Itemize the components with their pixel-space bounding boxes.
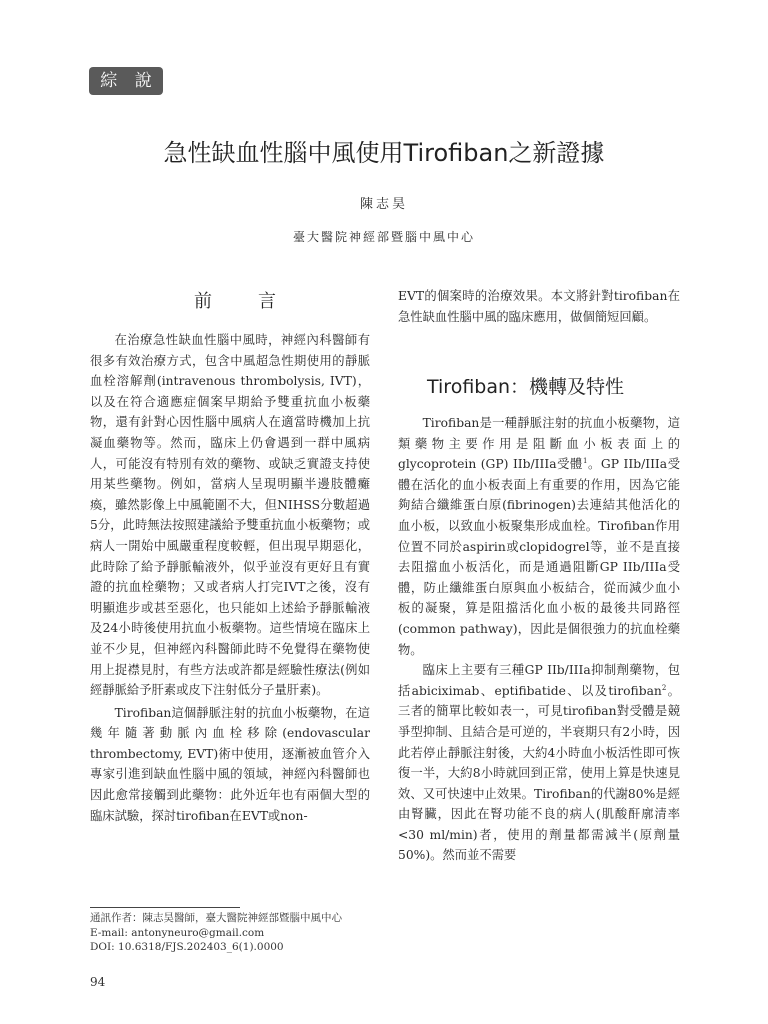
body-paragraph: 臨床上主要有三種GP IIb/IIIa抑制劑藥物，包括abiciximab、eptifibatide、以及tirofiban$^2$。三者的簡單比較如表一，可見tirofiban對受體是競爭型抑制、且結合是可逆的，半衰期只有2小時，因此若停止靜脈注射後，大約4小時血小板活性即可恢復一半，大約8小時就回到正常，使用上算是快速見效、又可快速中止效果。Tirofiban的代謝80%是經由腎臟，因此在腎功能不良的病人(肌酸酐廓清率<30 ml/min)者，使用的劑量都需減半(原劑量50%)。然而並不需要 [398,663,680,863]
body-paragraph: 在治療急性缺血性腦中風時，神經內科醫師有很多有效治療方式，包含中風超急性期使用的靜脈血栓溶解劑(intravenous thrombolysis, IVT)，以及在符合適應症個案早期給予雙重抗血小板藥物，還有針對心因性腦中風病人在適當時機加上抗凝血藥物等。然而，臨床上仍會遇到一群中風病人，可能沒有特別有效的藥物、或缺乏實證支持使用某些藥物。例如，當病人呈現明顯半邊肢體癱瘓，雖然影像上中風範圍不大，但NIHSS分數超過5分，此時無法按照建議給予雙重抗血小板藥物；或病人一開始中風嚴重程度較輕，但出現早期惡化，此時除了給予靜脈輸液外，似乎並沒有更好且有實證的抗血栓藥物；又或者病人打完IVT之後，沒有明顯進步或甚至惡化，也只能如上述給予靜脈輸液及24小時後使用抗血小板藥物。這些情境在臨床上並不少見，但神經內科醫師此時不免覺得在藥物使用上捉襟見肘，有些方法或許都是經驗性療法(例如經靜脈給予肝素或皮下注射低分子量肝素)。 [90,333,370,698]
footnote-divider [90,907,240,908]
article-title: 急性缺血性腦中風使用Tirofiban之新證據 [163,139,605,167]
citation-superscript: 2 [661,683,667,692]
section-heading-mechanism: Tirofiban：機轉及特性 [427,376,625,398]
author-affiliation: 臺大醫院神經部暨腦中風中心 [292,230,475,244]
author-name: 陳志昊 [359,197,408,212]
body-paragraph: Tirofiban是一種靜脈注射的抗血小板藥物，這類藥物主要作用是阻斷血小板表面上的glycoprotein (GP) IIb/IIIa受體$^1$。GP IIb/IIIa受體在活化的血小板表面上有重要的作用，因為它能夠結合纖維蛋白原(fibrinogen)去連結其他活化的血小板，以致血小板聚集形成血栓。Tirofiban作用位置不同於aspirin或clopidogrel等，並不是直接去阻擋血小板活化，而是通過阻斷GP IIb/IIIa受體，防止纖維蛋白原與血小板結合，從而減少血小板的凝聚，算是阻擋活化血小板的最後共同路徑(common pathway)，因此是個很強力的抗血栓藥物。 [398,416,681,657]
section-heading-introduction: 前言 [194,291,322,312]
right-column-top [398,286,680,327]
doi: DOI: 10.6318/FJS.202403_6(1).0000 [90,941,284,953]
left-column [90,330,370,826]
correspondence-email: E-mail: antonyneuro@gmail.com [90,926,265,939]
body-paragraph-continued: EVT的個案時的治療效果。本文將針對tirofiban在急性缺血性腦中風的臨床應用，做個簡短回顧。 [398,289,680,324]
correspondence-author: 通訊作者：陳志昊醫師，臺大醫院神經部暨腦中風中心 [90,912,342,924]
section-badge: 綜 說 [89,67,163,95]
body-paragraph: Tirofiban這個靜脈注射的抗血小板藥物，在這幾年隨著動脈內血栓移除(endovascular thrombectomy, EVT)術中使用，逐漸被血管介入專家引進到缺血性腦中風的領域，神經內科醫師也因此愈常接觸到此藥物：此外近年也有兩個大型的臨床試驗，探討tirofiban在EVT或non- [90,705,370,823]
page-number: 94 [90,975,106,989]
right-column-body [398,413,680,866]
footnote [90,911,342,955]
citation-superscript: 1 [582,457,588,466]
